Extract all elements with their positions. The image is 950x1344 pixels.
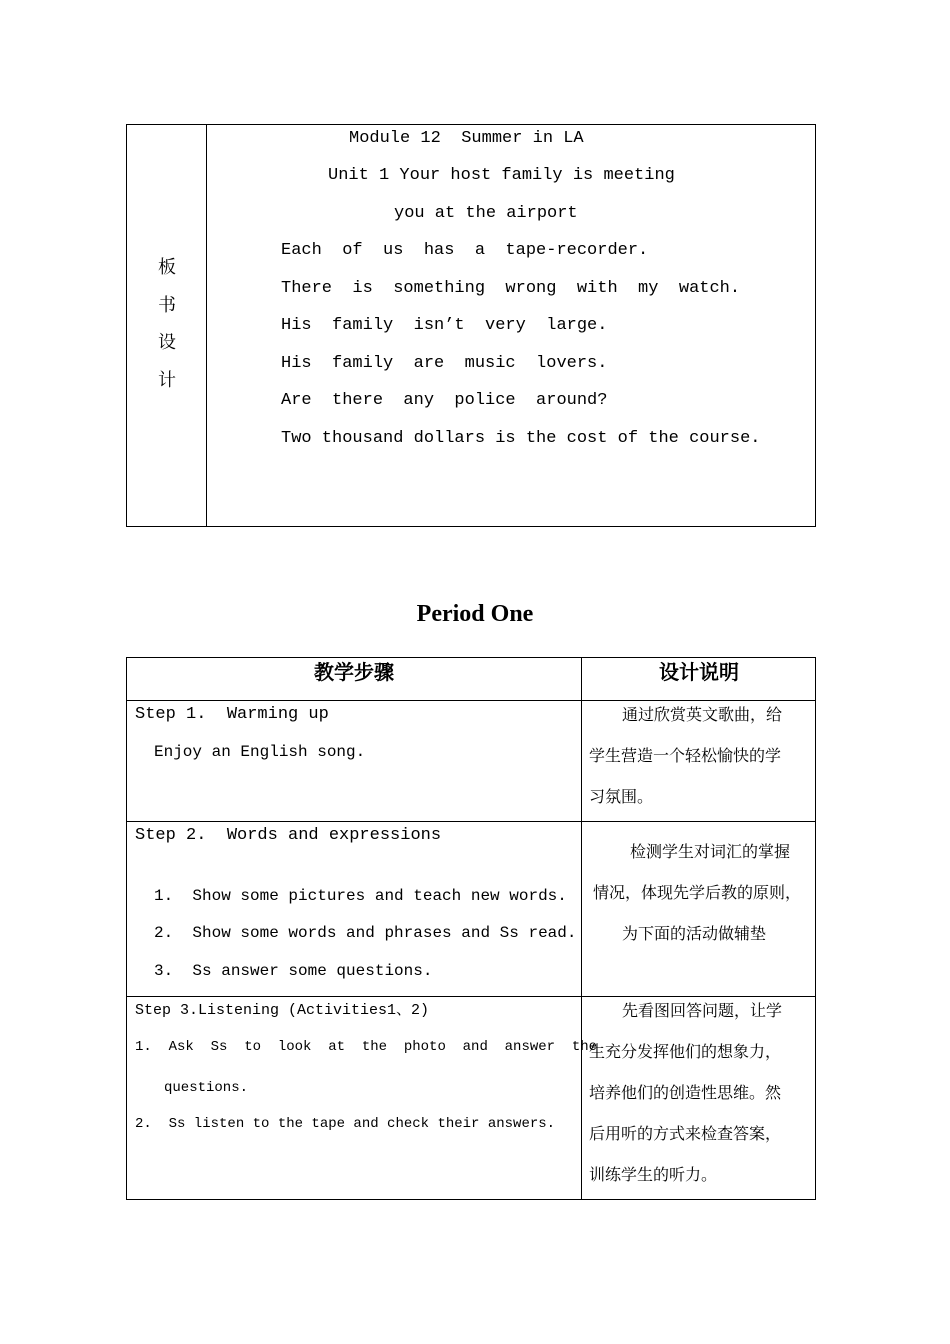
design-note-line: 通过欣赏英文歌曲，给 [622,705,783,724]
step-item: Enjoy an English song. [154,743,366,761]
design-note-line: 检测学生对词汇的掌握 [630,842,791,861]
design-note-line: 培养他们的创造性思维。然 [589,1083,782,1102]
header-teaching-steps: 教学步骤 [314,660,394,684]
row-divider [127,996,815,997]
step-item: 1. Ask Ss to look at the photo and answer the [135,1039,598,1055]
teaching-steps-table [126,657,816,1200]
period-title: Period One [416,601,534,627]
board-sentence: There is something wrong with my watch. [281,279,741,298]
header-design-notes: 设计说明 [659,660,739,684]
board-sentence: Two thousand dollars is the cost of the course. [281,429,761,448]
board-label-char: 计 [158,370,176,391]
board-sentence: His family isn’t very large. [281,316,608,335]
design-note-line: 情况，体现先学后教的原则， [593,883,802,902]
design-note-line: 后用听的方式来检查答案， [589,1124,782,1143]
board-sentence: Each of us has a tape-recorder. [281,241,649,260]
board-label-char: 书 [158,295,176,316]
board-sentence: His family are music lovers. [281,354,608,373]
step-title: Step 3.Listening (Activities1、2) [135,1002,430,1019]
step-title: Step 2. Words and expressions [135,826,442,845]
design-note-line: 训练学生的听力。 [589,1165,718,1184]
step-item: 3. Ss answer some questions. [154,962,433,980]
design-note-line: 习氛围。 [589,787,654,806]
design-note-line: 生充分发挥他们的想象力， [589,1042,782,1061]
step-item: 2. Show some words and phrases and Ss read. [154,924,577,942]
board-label-char: 板 [158,257,176,278]
column-divider [581,658,582,1199]
board-label-char: 设 [158,332,176,353]
board-design-table [126,124,816,527]
board-module-title: Module 12 Summer in LA [349,129,584,148]
row-divider [127,821,815,822]
design-note-line: 先看图回答问题，让学 [622,1001,783,1020]
step-item: 1. Show some pictures and teach new words. [154,887,567,905]
board-design-label-cell [127,125,207,526]
design-note-line: 为下面的活动做辅垫 [622,924,767,943]
board-unit-title: Unit 1 Your host family is meeting [328,166,675,185]
board-unit-title-cont: you at the airport [394,204,578,223]
step-title: Step 1. Warming up [135,705,329,724]
step-item: questions. [164,1080,249,1096]
step-item: 2. Ss listen to the tape and check their answers. [135,1116,556,1132]
design-note-line: 学生营造一个轻松愉快的学 [589,746,782,765]
board-sentence: Are there any police around? [281,391,608,410]
